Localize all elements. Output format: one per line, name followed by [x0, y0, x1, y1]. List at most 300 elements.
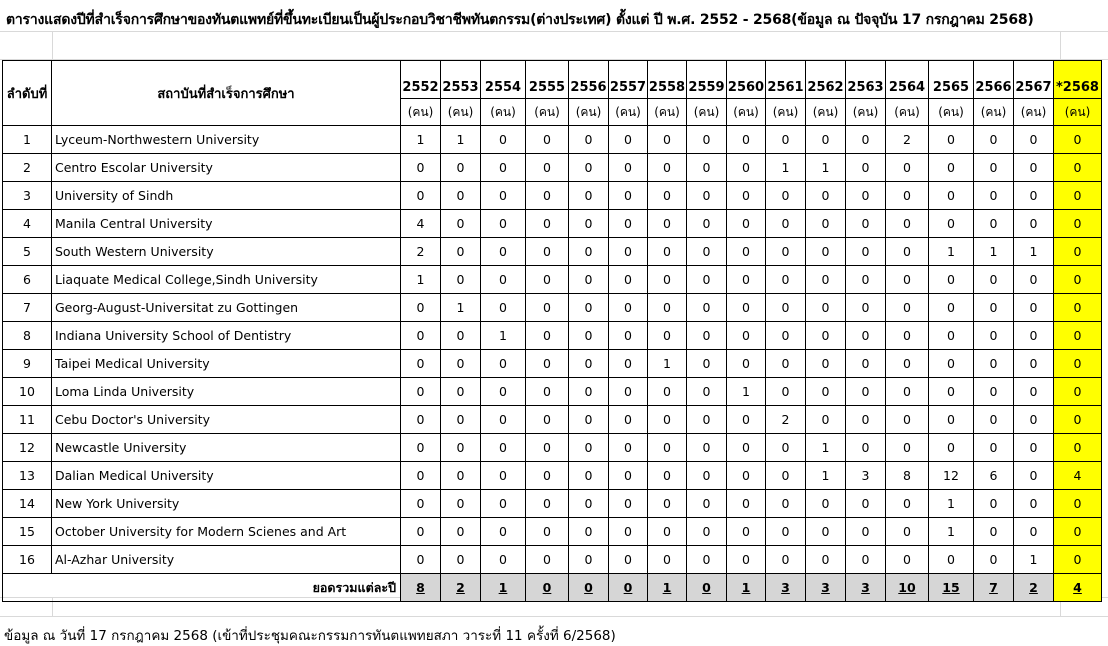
year-header: 2565 — [929, 61, 974, 99]
count-cell: 0 — [1014, 434, 1054, 462]
count-cell: 0 — [1054, 406, 1102, 434]
count-cell: 0 — [1054, 154, 1102, 182]
count-cell: 0 — [609, 294, 648, 322]
count-cell: 0 — [974, 294, 1014, 322]
count-cell: 1 — [401, 126, 441, 154]
count-cell: 0 — [1014, 350, 1054, 378]
count-cell: 0 — [974, 434, 1014, 462]
count-cell: 0 — [687, 462, 727, 490]
count-cell: 0 — [648, 266, 687, 294]
count-cell: 0 — [609, 266, 648, 294]
count-cell: 0 — [974, 350, 1014, 378]
row-number: 8 — [3, 322, 52, 350]
count-cell: 0 — [401, 378, 441, 406]
count-cell: 0 — [886, 294, 929, 322]
count-cell: 0 — [648, 126, 687, 154]
count-cell: 0 — [648, 546, 687, 574]
total-cell: 0 — [526, 574, 569, 602]
count-cell: 1 — [929, 490, 974, 518]
count-cell: 0 — [766, 210, 806, 238]
table-row — [3, 518, 1102, 546]
sheet-gridline — [1060, 32, 1061, 60]
count-cell: 1 — [441, 126, 481, 154]
count-cell: 0 — [648, 518, 687, 546]
count-cell: 0 — [1054, 518, 1102, 546]
count-cell: 0 — [648, 238, 687, 266]
year-header: 2552 — [401, 61, 441, 99]
count-cell: 0 — [687, 322, 727, 350]
row-number: 11 — [3, 406, 52, 434]
institution-name: Centro Escolar University — [52, 154, 401, 182]
count-cell: 0 — [806, 406, 846, 434]
count-cell: 0 — [886, 350, 929, 378]
year-header: 2566 — [974, 61, 1014, 99]
count-cell: 0 — [609, 378, 648, 406]
count-cell: 0 — [846, 294, 886, 322]
count-cell: 0 — [974, 518, 1014, 546]
count-cell: 0 — [648, 210, 687, 238]
count-cell: 0 — [1054, 126, 1102, 154]
count-cell: 0 — [846, 490, 886, 518]
count-cell: 0 — [727, 462, 766, 490]
count-cell: 0 — [687, 434, 727, 462]
count-cell: 0 — [609, 518, 648, 546]
count-cell: 0 — [727, 518, 766, 546]
count-cell: 0 — [974, 322, 1014, 350]
count-cell: 1 — [441, 294, 481, 322]
count-cell: 0 — [569, 238, 609, 266]
count-cell: 0 — [929, 182, 974, 210]
count-cell: 0 — [806, 182, 846, 210]
count-cell: 0 — [929, 378, 974, 406]
count-cell: 1 — [929, 238, 974, 266]
total-cell: 3 — [806, 574, 846, 602]
count-cell: 0 — [766, 322, 806, 350]
count-cell: 0 — [569, 322, 609, 350]
count-cell: 0 — [609, 462, 648, 490]
year-header: 2560 — [727, 61, 766, 99]
row-number: 16 — [3, 546, 52, 574]
count-cell: 0 — [569, 490, 609, 518]
row-number: 4 — [3, 210, 52, 238]
count-cell: 0 — [766, 518, 806, 546]
sheet-row — [0, 32, 1108, 60]
count-cell: 0 — [401, 154, 441, 182]
count-cell: 0 — [1054, 294, 1102, 322]
count-cell: 0 — [526, 434, 569, 462]
count-cell: 0 — [609, 154, 648, 182]
count-cell: 0 — [569, 546, 609, 574]
count-cell: 0 — [687, 406, 727, 434]
count-cell: 0 — [974, 490, 1014, 518]
totals-label: ยอดรวมแต่ละปี — [3, 574, 401, 602]
count-cell: 1 — [974, 238, 1014, 266]
count-cell: 0 — [1014, 154, 1054, 182]
table-row — [3, 238, 1102, 266]
unit-header: (คน) — [974, 99, 1014, 126]
count-cell: 0 — [609, 490, 648, 518]
total-cell: 3 — [766, 574, 806, 602]
count-cell: 0 — [929, 434, 974, 462]
count-cell: 0 — [886, 490, 929, 518]
row-number: 2 — [3, 154, 52, 182]
count-cell: 0 — [929, 126, 974, 154]
count-cell: 0 — [806, 266, 846, 294]
count-cell: 1 — [481, 322, 526, 350]
year-header: 2558 — [648, 61, 687, 99]
count-cell: 0 — [441, 406, 481, 434]
count-cell: 0 — [766, 266, 806, 294]
count-cell: 0 — [648, 406, 687, 434]
count-cell: 0 — [481, 294, 526, 322]
count-cell: 0 — [609, 182, 648, 210]
count-cell: 0 — [401, 434, 441, 462]
year-header: 2561 — [766, 61, 806, 99]
count-cell: 0 — [974, 546, 1014, 574]
count-cell: 0 — [974, 406, 1014, 434]
unit-header: (คน) — [648, 99, 687, 126]
count-cell: 0 — [481, 406, 526, 434]
count-cell: 0 — [727, 126, 766, 154]
count-cell: 0 — [687, 490, 727, 518]
count-cell: 0 — [526, 126, 569, 154]
count-cell: 0 — [441, 462, 481, 490]
count-cell: 0 — [481, 378, 526, 406]
unit-header: (คน) — [526, 99, 569, 126]
unit-header: (คน) — [727, 99, 766, 126]
count-cell: 0 — [806, 378, 846, 406]
count-cell: 0 — [846, 434, 886, 462]
total-cell: 3 — [846, 574, 886, 602]
count-cell: 0 — [687, 154, 727, 182]
count-cell: 0 — [401, 322, 441, 350]
count-cell: 0 — [1014, 462, 1054, 490]
count-cell: 0 — [481, 266, 526, 294]
count-cell: 0 — [1014, 126, 1054, 154]
year-header: 2554 — [481, 61, 526, 99]
table-row — [3, 266, 1102, 294]
count-cell: 0 — [766, 238, 806, 266]
total-cell: 1 — [648, 574, 687, 602]
count-cell: 0 — [481, 434, 526, 462]
total-cell: 0 — [569, 574, 609, 602]
count-cell: 0 — [481, 126, 526, 154]
total-cell: 8 — [401, 574, 441, 602]
count-cell: 0 — [569, 434, 609, 462]
count-cell: 8 — [886, 462, 929, 490]
count-cell: 0 — [481, 182, 526, 210]
count-cell: 0 — [1054, 322, 1102, 350]
count-cell: 0 — [401, 182, 441, 210]
count-cell: 0 — [441, 434, 481, 462]
count-cell: 0 — [687, 238, 727, 266]
row-number: 13 — [3, 462, 52, 490]
count-cell: 0 — [1014, 518, 1054, 546]
count-cell: 0 — [687, 266, 727, 294]
count-cell: 0 — [569, 462, 609, 490]
unit-header: (คน) — [481, 99, 526, 126]
count-cell: 0 — [974, 210, 1014, 238]
count-cell: 0 — [687, 126, 727, 154]
institution-name: Lyceum-Northwestern University — [52, 126, 401, 154]
table-row — [3, 490, 1102, 518]
count-cell: 0 — [846, 546, 886, 574]
count-cell: 0 — [1014, 294, 1054, 322]
count-cell: 0 — [401, 294, 441, 322]
total-cell: 7 — [974, 574, 1014, 602]
institution-name: University of Sindh — [52, 182, 401, 210]
year-header: 2564 — [886, 61, 929, 99]
count-cell: 0 — [766, 434, 806, 462]
year-header: 2557 — [609, 61, 648, 99]
count-cell: 1 — [1014, 546, 1054, 574]
count-cell: 0 — [766, 126, 806, 154]
row-number: 6 — [3, 266, 52, 294]
count-cell: 0 — [806, 294, 846, 322]
count-cell: 0 — [766, 350, 806, 378]
count-cell: 0 — [441, 350, 481, 378]
totals-row — [3, 574, 1102, 602]
row-number: 1 — [3, 126, 52, 154]
count-cell: 0 — [526, 182, 569, 210]
rank-header: ลำดับที่ — [3, 61, 52, 126]
count-cell: 1 — [727, 378, 766, 406]
institution-name: South Western University — [52, 238, 401, 266]
count-cell: 0 — [481, 350, 526, 378]
count-cell: 0 — [569, 350, 609, 378]
count-cell: 0 — [929, 350, 974, 378]
year-header: *2568 — [1054, 61, 1102, 99]
count-cell: 0 — [648, 322, 687, 350]
count-cell: 0 — [648, 490, 687, 518]
count-cell: 0 — [1014, 210, 1054, 238]
count-cell: 1 — [1014, 238, 1054, 266]
count-cell: 0 — [401, 490, 441, 518]
count-cell: 0 — [886, 238, 929, 266]
count-cell: 0 — [727, 406, 766, 434]
count-cell: 0 — [766, 546, 806, 574]
count-cell: 0 — [609, 350, 648, 378]
institution-name: Taipei Medical University — [52, 350, 401, 378]
count-cell: 0 — [846, 182, 886, 210]
count-cell: 0 — [687, 518, 727, 546]
count-cell: 0 — [441, 182, 481, 210]
count-cell: 2 — [401, 238, 441, 266]
count-cell: 0 — [609, 406, 648, 434]
count-cell: 0 — [806, 546, 846, 574]
row-number: 5 — [3, 238, 52, 266]
count-cell: 0 — [401, 406, 441, 434]
count-cell: 0 — [846, 518, 886, 546]
count-cell: 0 — [886, 546, 929, 574]
count-cell: 1 — [401, 266, 441, 294]
institution-name: Newcastle University — [52, 434, 401, 462]
count-cell: 0 — [766, 182, 806, 210]
count-cell: 0 — [648, 462, 687, 490]
institution-name: Loma Linda University — [52, 378, 401, 406]
total-cell: 2 — [1014, 574, 1054, 602]
unit-header: (คน) — [687, 99, 727, 126]
count-cell: 0 — [441, 210, 481, 238]
count-cell: 0 — [1054, 546, 1102, 574]
row-number: 15 — [3, 518, 52, 546]
count-cell: 0 — [886, 406, 929, 434]
count-cell: 0 — [1014, 322, 1054, 350]
count-cell: 0 — [609, 126, 648, 154]
total-cell: 0 — [609, 574, 648, 602]
count-cell: 0 — [1054, 490, 1102, 518]
count-cell: 0 — [609, 238, 648, 266]
count-cell: 0 — [526, 546, 569, 574]
table-row — [3, 406, 1102, 434]
count-cell: 1 — [806, 462, 846, 490]
count-cell: 0 — [648, 182, 687, 210]
count-cell: 0 — [569, 126, 609, 154]
row-number: 7 — [3, 294, 52, 322]
count-cell: 0 — [526, 518, 569, 546]
institution-name: Georg-August-Universitat zu Gottingen — [52, 294, 401, 322]
count-cell: 0 — [974, 154, 1014, 182]
count-cell: 0 — [441, 238, 481, 266]
count-cell: 12 — [929, 462, 974, 490]
count-cell: 0 — [727, 266, 766, 294]
count-cell: 0 — [929, 294, 974, 322]
count-cell: 0 — [727, 154, 766, 182]
count-cell: 0 — [1054, 266, 1102, 294]
count-cell: 0 — [1014, 266, 1054, 294]
count-cell: 0 — [401, 518, 441, 546]
count-cell: 0 — [687, 294, 727, 322]
count-cell: 0 — [648, 154, 687, 182]
total-cell: 10 — [886, 574, 929, 602]
count-cell: 0 — [687, 378, 727, 406]
count-cell: 0 — [441, 546, 481, 574]
count-cell: 0 — [441, 154, 481, 182]
year-header: 2556 — [569, 61, 609, 99]
row-number: 10 — [3, 378, 52, 406]
year-header: 2553 — [441, 61, 481, 99]
count-cell: 0 — [806, 322, 846, 350]
institution-name: New York University — [52, 490, 401, 518]
count-cell: 0 — [727, 546, 766, 574]
count-cell: 0 — [481, 154, 526, 182]
row-number: 12 — [3, 434, 52, 462]
count-cell: 0 — [569, 182, 609, 210]
count-cell: 0 — [727, 294, 766, 322]
graduation-table — [2, 60, 1102, 602]
year-header: 2562 — [806, 61, 846, 99]
count-cell: 0 — [481, 518, 526, 546]
year-header: 2567 — [1014, 61, 1054, 99]
count-cell: 0 — [569, 378, 609, 406]
institution-name: October University for Modern Scienes and Art — [52, 518, 401, 546]
count-cell: 0 — [1054, 350, 1102, 378]
count-cell: 0 — [806, 518, 846, 546]
count-cell: 0 — [886, 266, 929, 294]
unit-header: (คน) — [846, 99, 886, 126]
count-cell: 0 — [687, 350, 727, 378]
count-cell: 0 — [806, 126, 846, 154]
count-cell: 2 — [886, 126, 929, 154]
count-cell: 0 — [648, 294, 687, 322]
count-cell: 0 — [1054, 182, 1102, 210]
count-cell: 0 — [766, 378, 806, 406]
count-cell: 1 — [929, 518, 974, 546]
count-cell: 0 — [441, 490, 481, 518]
count-cell: 0 — [806, 490, 846, 518]
count-cell: 0 — [806, 238, 846, 266]
count-cell: 0 — [569, 210, 609, 238]
count-cell: 0 — [569, 154, 609, 182]
count-cell: 0 — [687, 210, 727, 238]
count-cell: 0 — [481, 462, 526, 490]
count-cell: 0 — [727, 434, 766, 462]
count-cell: 0 — [441, 322, 481, 350]
table-row — [3, 126, 1102, 154]
count-cell: 0 — [441, 378, 481, 406]
count-cell: 0 — [569, 406, 609, 434]
count-cell: 0 — [886, 154, 929, 182]
count-cell: 0 — [1054, 434, 1102, 462]
count-cell: 0 — [609, 210, 648, 238]
count-cell: 0 — [687, 546, 727, 574]
count-cell: 0 — [569, 518, 609, 546]
count-cell: 0 — [1014, 378, 1054, 406]
table-row — [3, 322, 1102, 350]
count-cell: 0 — [526, 238, 569, 266]
sheet-gridline — [52, 32, 53, 60]
count-cell: 0 — [929, 322, 974, 350]
unit-header: (คน) — [806, 99, 846, 126]
institution-name: Cebu Doctor's University — [52, 406, 401, 434]
count-cell: 0 — [648, 434, 687, 462]
unit-header: (คน) — [609, 99, 648, 126]
unit-header: (คน) — [1054, 99, 1102, 126]
institution-name: Indiana University School of Dentistry — [52, 322, 401, 350]
count-cell: 0 — [1014, 490, 1054, 518]
count-cell: 0 — [846, 350, 886, 378]
count-cell: 1 — [648, 350, 687, 378]
row-number: 14 — [3, 490, 52, 518]
count-cell: 0 — [526, 322, 569, 350]
unit-header: (คน) — [441, 99, 481, 126]
count-cell: 0 — [401, 546, 441, 574]
count-cell: 0 — [687, 182, 727, 210]
row-number: 3 — [3, 182, 52, 210]
count-cell: 0 — [526, 266, 569, 294]
count-cell: 0 — [846, 322, 886, 350]
count-cell: 0 — [727, 350, 766, 378]
count-cell: 0 — [401, 350, 441, 378]
count-cell: 0 — [481, 238, 526, 266]
table-row — [3, 210, 1102, 238]
count-cell: 0 — [569, 294, 609, 322]
total-cell: 1 — [727, 574, 766, 602]
count-cell: 0 — [766, 462, 806, 490]
count-cell: 0 — [609, 434, 648, 462]
count-cell: 0 — [846, 210, 886, 238]
count-cell: 0 — [929, 406, 974, 434]
unit-header: (คน) — [929, 99, 974, 126]
count-cell: 0 — [846, 126, 886, 154]
unit-header: (คน) — [401, 99, 441, 126]
count-cell: 0 — [974, 378, 1014, 406]
count-cell: 0 — [526, 462, 569, 490]
total-cell: 2 — [441, 574, 481, 602]
count-cell: 0 — [886, 378, 929, 406]
table-row — [3, 350, 1102, 378]
total-cell: 1 — [481, 574, 526, 602]
